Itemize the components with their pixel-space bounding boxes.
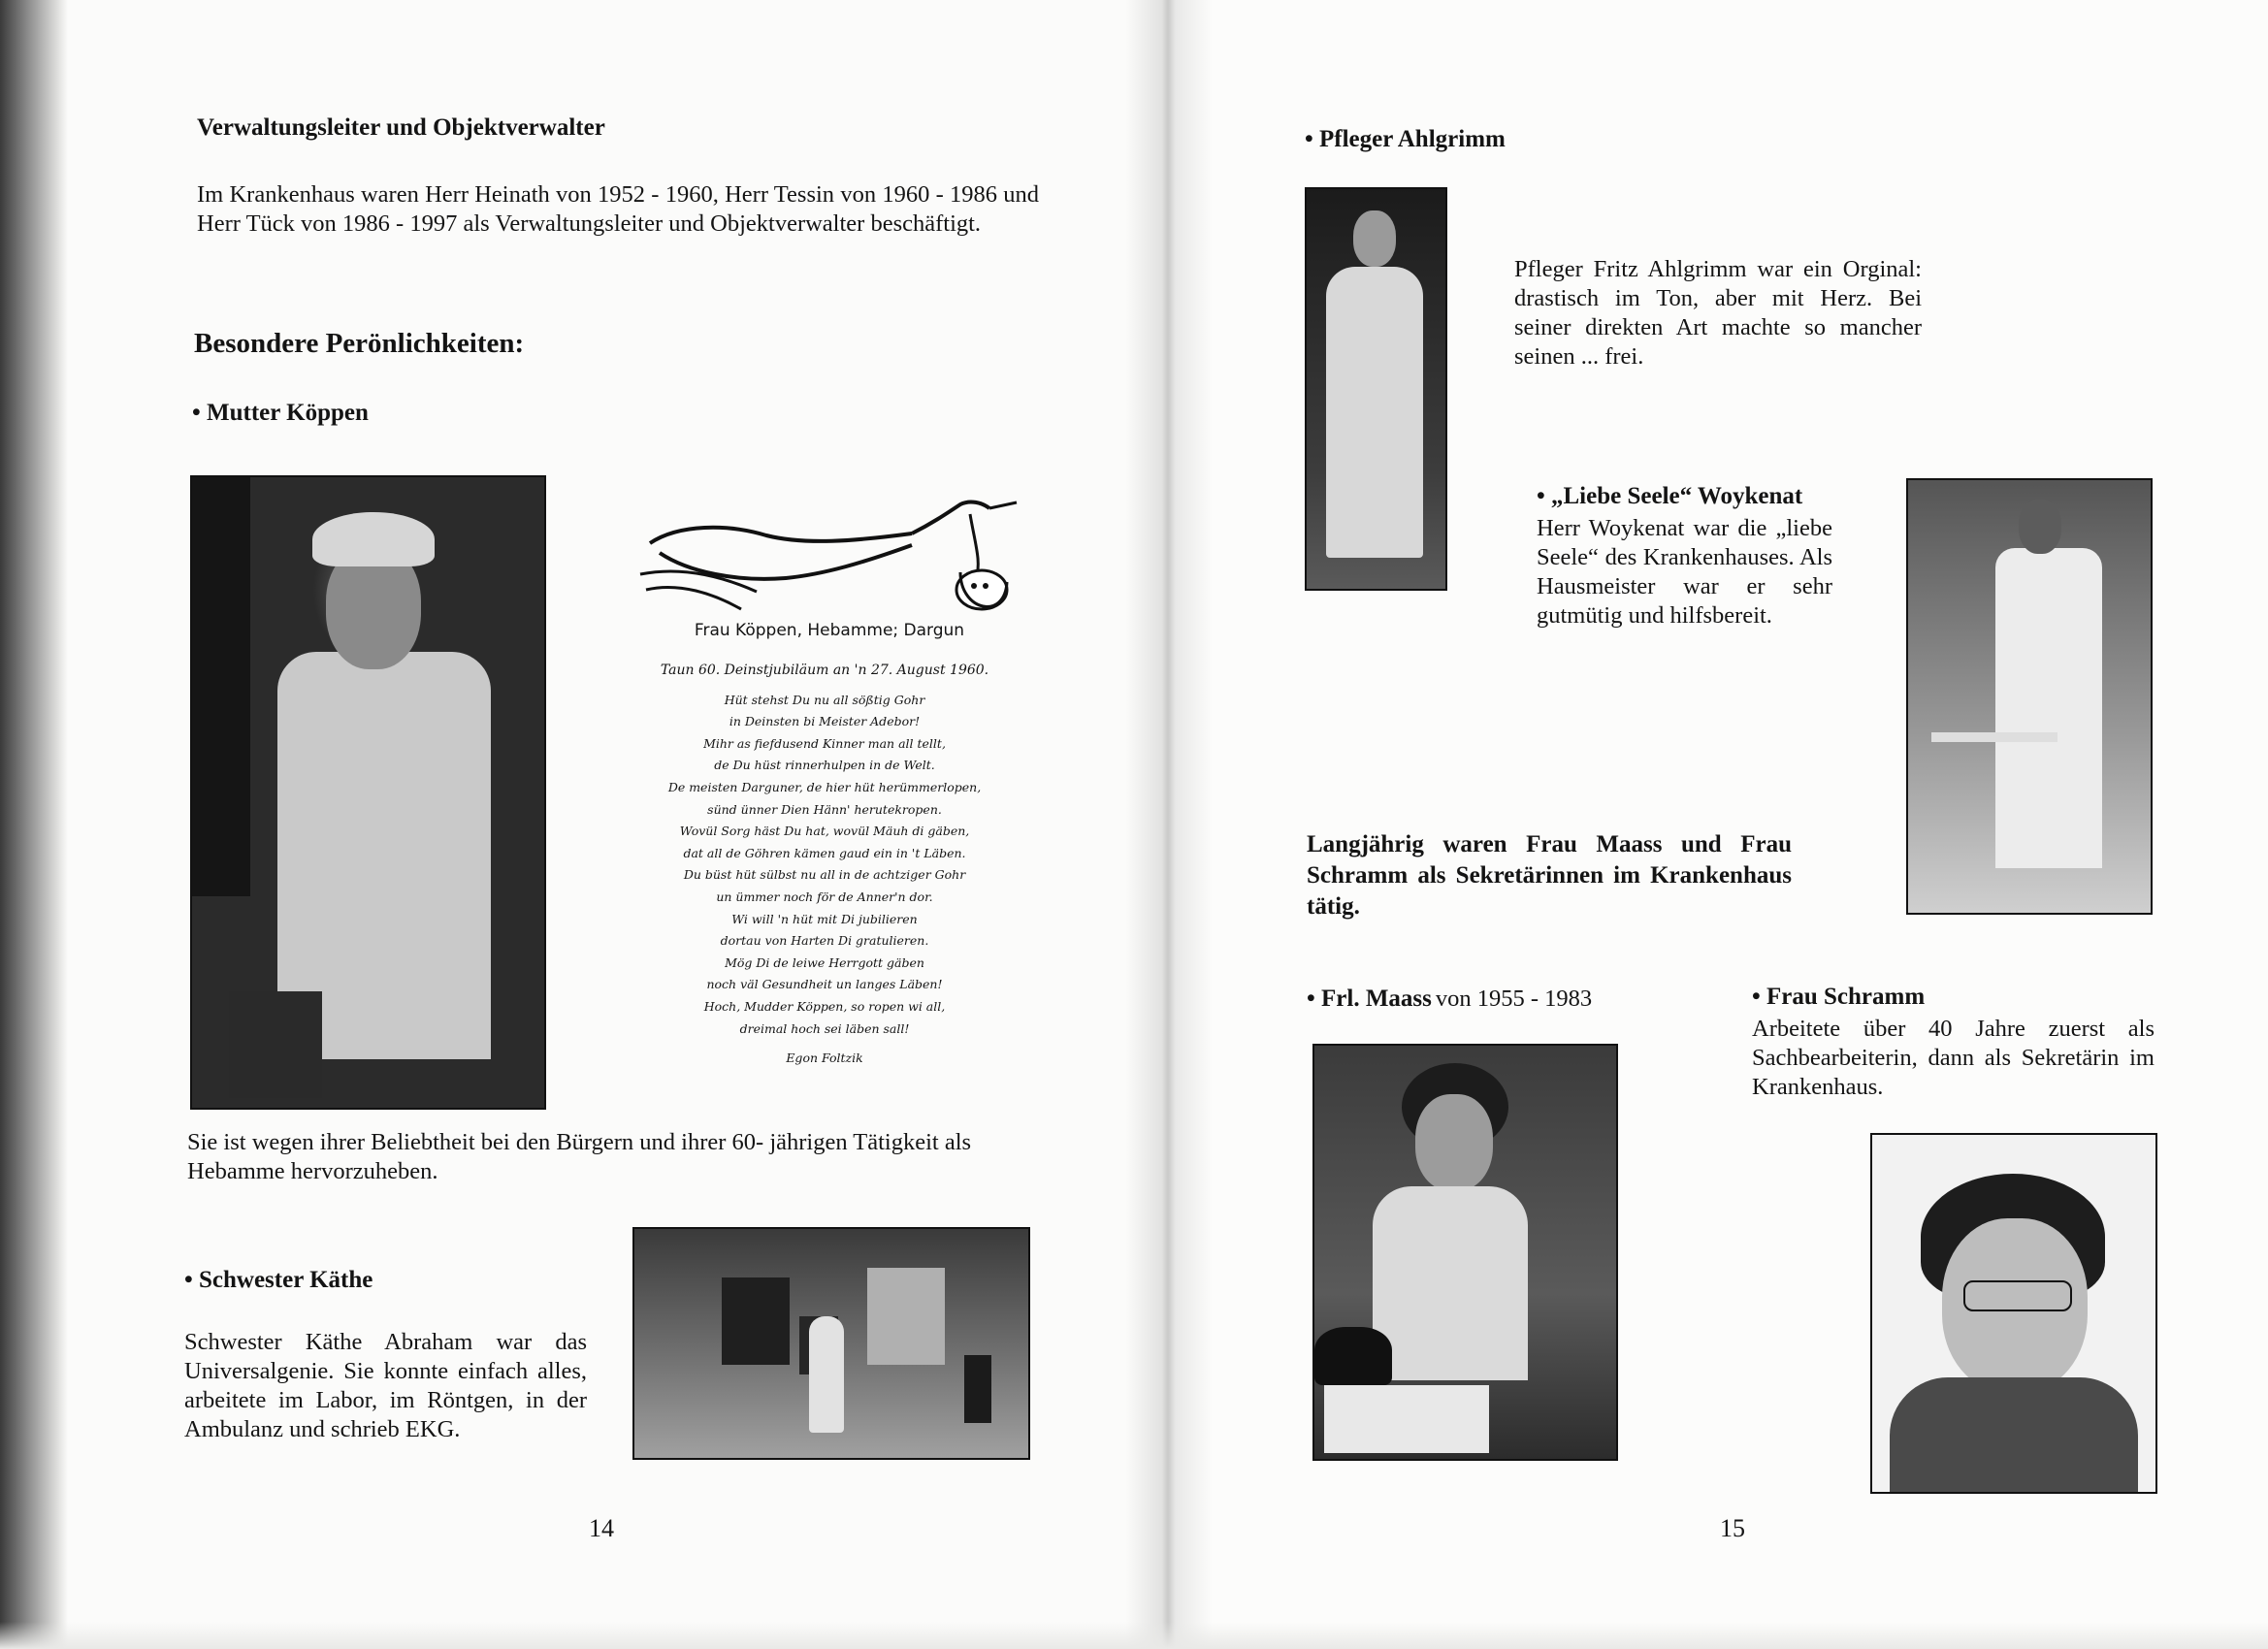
ahlgrimm-photo — [1305, 187, 1447, 591]
woykenat-text: Herr Woykenat war die „liebe Seele“ des Krankenhauses. Als Hausmeister war er sehr gutmütig und hilfsbereit. — [1537, 515, 1832, 629]
poem-title: Frau Köppen, Hebamme; Dargun — [694, 621, 965, 640]
poem-line: in Deinsten bi Meister Adebor! — [729, 714, 921, 729]
poem-line: un ümmer noch för de Anner'n dor. — [716, 889, 933, 904]
poem-line: Mihr as fiefdusend Kinner man all tellt, — [703, 735, 946, 751]
book-fold — [1125, 0, 1213, 1649]
koeppen-text: Sie ist wegen ihrer Beliebtheit bei den Bürgern und ihrer 60- jährigen Tätigkeit als Hebamme hervorzuheben. — [187, 1129, 972, 1184]
maass-years: von 1955 - 1983 — [1435, 986, 1593, 1012]
maass-photo — [1312, 1044, 1618, 1461]
ahlgrimm-heading: • Pfleger Ahlgrimm — [1305, 126, 1506, 152]
stork-drawing-icon — [621, 485, 1019, 640]
poem-line: noch väl Gesundheit un langes Läben! — [706, 977, 943, 992]
poem-date: Taun 60. Deinstjubiläum an 'n 27. August 1960. — [660, 663, 989, 678]
right-page — [1167, 0, 2268, 1649]
page-number-right: 15 — [1720, 1514, 1745, 1542]
poem-signature: Egon Foltzik — [786, 1051, 863, 1066]
poem-line: De meisten Darguner, de hier hüt herümmerlopen, — [667, 779, 982, 794]
poem-line: Wovül Sorg häst Du hat, wovül Mäuh di gäben, — [679, 824, 970, 839]
xray-room-photo — [632, 1227, 1030, 1460]
page-number-left: 14 — [589, 1514, 614, 1542]
poem-line: dortau von Harten Di gratulieren. — [720, 933, 929, 949]
poem-line: Wi will 'n hüt mit Di jubilieren — [731, 911, 918, 926]
schramm-heading: • Frau Schramm — [1752, 984, 1926, 1010]
woykenat-heading: • „Liebe Seele“ Woykenat — [1537, 483, 1803, 509]
admin-intro-text: Im Krankenhaus waren Herr Heinath von 1952 - 1960, Herr Tessin von 1960 - 1986 und Herr Tück von 1986 - 1997 als Verwaltungsleiter und Objektverwalter beschäftigt. — [197, 181, 1039, 237]
secretaries-text: Langjährig waren Frau Maass und Frau Schramm als Sekretärinnen im Krankenhaus tätig. — [1307, 831, 1792, 920]
kaethe-heading: • Schwester Käthe — [184, 1267, 373, 1293]
maass-label — [1307, 985, 1592, 1014]
poem-line: Hüt stehst Du nu all sößtig Gohr — [724, 692, 925, 707]
poem-line: Du büst hüt sülbst nu all in de achtziger Gohr — [683, 867, 966, 883]
section-title: Besondere Perönlichkeiten: — [194, 328, 525, 359]
maass-heading: • Frl. Maass — [1307, 986, 1432, 1012]
poem-line: Hoch, Mudder Köppen, so ropen wi all, — [703, 998, 946, 1014]
schramm-photo — [1870, 1133, 2157, 1494]
kaethe-text: Schwester Käthe Abraham war das Universalgenie. Sie konnte einfach alles, arbeitete im Labor, im Röntgen, in der Ambulanz und schrieb EKG. — [184, 1329, 587, 1442]
poem-line: de Du hüst rinnerhulpen in de Welt. — [714, 758, 935, 773]
woykenat-photo — [1906, 478, 2153, 915]
schramm-text: Arbeitete über 40 Jahre zuerst als Sachbearbeiterin, dann als Sekretärin im Krankenhaus. — [1752, 1016, 2155, 1100]
ahlgrimm-text: Pfleger Fritz Ahlgrimm war ein Orginal: drastisch im Ton, aber mit Herz. Bei seiner direkten Art machte so mancher seinen ... frei. — [1514, 256, 1922, 370]
poem-line: sünd ünner Dien Hänn' herutekropen. — [707, 801, 942, 817]
page-edge-shadow — [0, 0, 68, 1649]
poem-line: Mög Di de leiwe Herrgott gäben — [725, 954, 924, 970]
poem-line: dat all de Göhren kämen gaud ein in 't Läben. — [683, 845, 966, 860]
poem — [597, 660, 1053, 1070]
page-bottom-edge — [0, 1622, 2268, 1649]
admin-heading: Verwaltungsleiter und Objektverwalter — [197, 114, 605, 141]
koeppen-photo — [190, 475, 546, 1110]
koeppen-heading: • Mutter Köppen — [192, 400, 369, 426]
poem-line: dreimal hoch sei läben sall! — [739, 1020, 910, 1036]
